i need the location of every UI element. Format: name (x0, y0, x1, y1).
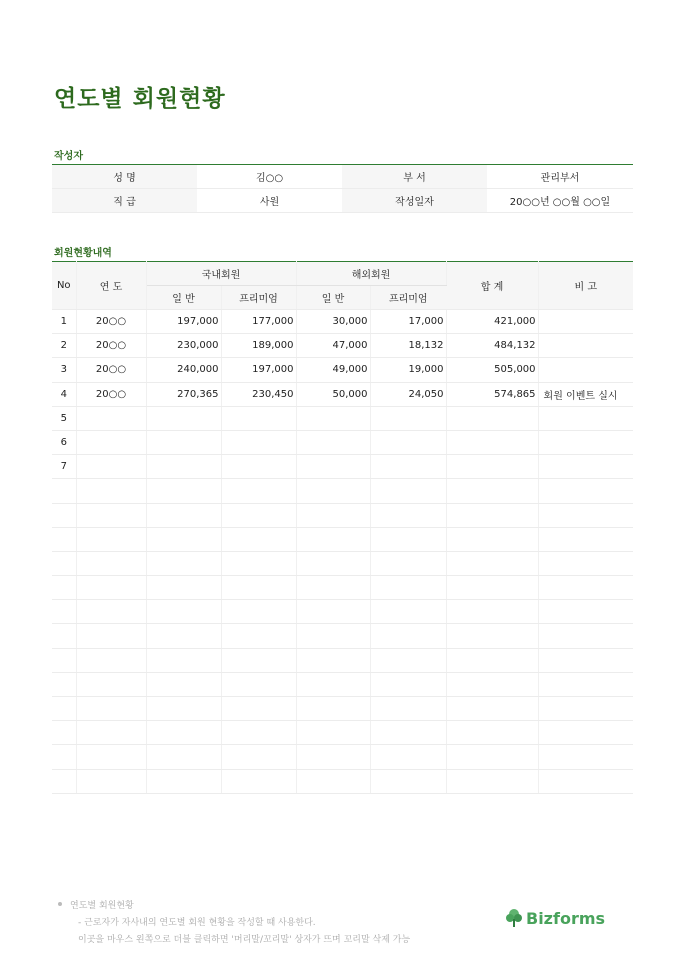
cell-dom-general[interactable] (146, 648, 221, 672)
bullet-icon (58, 902, 62, 906)
cell-no[interactable]: 7 (52, 455, 76, 479)
cell-ovs-premium[interactable] (370, 624, 446, 648)
cell-dom-premium[interactable] (221, 697, 296, 721)
cell-total[interactable]: 505,000 (446, 358, 538, 382)
cell-year[interactable] (76, 769, 146, 793)
cell-year[interactable]: 20○○ (76, 382, 146, 406)
table-row (52, 624, 633, 648)
cell-no[interactable] (52, 479, 76, 503)
footer-title: 연도별 회원현황 (70, 901, 134, 911)
cell-note[interactable] (538, 721, 633, 745)
cell-no[interactable] (52, 576, 76, 600)
author-row (52, 165, 633, 189)
cell-total[interactable] (446, 624, 538, 648)
cell-note[interactable] (538, 769, 633, 793)
footer-notes (58, 898, 410, 949)
cell-year[interactable]: 20○○ (76, 310, 146, 334)
cell-no[interactable]: 6 (52, 430, 76, 454)
cell-ovs-general[interactable] (296, 455, 370, 479)
cell-no[interactable] (52, 551, 76, 575)
cell-dom-premium[interactable] (221, 527, 296, 551)
table-row (52, 358, 633, 382)
cell-ovs-general[interactable] (296, 624, 370, 648)
cell-dom-premium[interactable]: 177,000 (221, 310, 296, 334)
cell-note[interactable]: 회원 이벤트 실시 (538, 382, 633, 406)
author-row (52, 189, 633, 213)
cell-total[interactable] (446, 527, 538, 551)
cell-no[interactable] (52, 769, 76, 793)
header-domestic: 국내회원 (146, 262, 296, 286)
cell-year[interactable] (76, 576, 146, 600)
table-row (52, 576, 633, 600)
cell-dom-general[interactable]: 197,000 (146, 310, 221, 334)
cell-ovs-premium[interactable]: 17,000 (370, 310, 446, 334)
cell-no[interactable] (52, 697, 76, 721)
cell-dom-premium[interactable] (221, 624, 296, 648)
cell-note[interactable] (538, 697, 633, 721)
cell-ovs-premium[interactable]: 18,132 (370, 334, 446, 358)
cell-year[interactable] (76, 721, 146, 745)
cell-year[interactable] (76, 600, 146, 624)
cell-total[interactable] (446, 721, 538, 745)
cell-ovs-premium[interactable] (370, 430, 446, 454)
cell-note[interactable] (538, 672, 633, 696)
cell-total[interactable]: 574,865 (446, 382, 538, 406)
label-name: 성 명 (52, 165, 197, 189)
cell-dom-general[interactable]: 270,365 (146, 382, 221, 406)
cell-note[interactable] (538, 310, 633, 334)
value-name[interactable]: 김○○ (197, 165, 342, 189)
footer-line-1: - 근로자가 자사내의 연도별 회원 현황을 작성할 때 사용한다. (78, 918, 316, 928)
cell-dom-general[interactable] (146, 672, 221, 696)
cell-no[interactable] (52, 600, 76, 624)
table-row (52, 672, 633, 696)
cell-ovs-general[interactable] (296, 697, 370, 721)
cell-note[interactable] (538, 503, 633, 527)
header-note: 비 고 (538, 262, 633, 310)
cell-total[interactable] (446, 551, 538, 575)
cell-total[interactable]: 421,000 (446, 310, 538, 334)
cell-dom-general[interactable] (146, 455, 221, 479)
table-row (52, 721, 633, 745)
cell-dom-general[interactable]: 240,000 (146, 358, 221, 382)
cell-ovs-premium[interactable] (370, 697, 446, 721)
table-row (52, 745, 633, 769)
cell-ovs-general[interactable] (296, 721, 370, 745)
header-year: 연 도 (76, 262, 146, 310)
label-department: 부 서 (342, 165, 487, 189)
cell-dom-general[interactable] (146, 624, 221, 648)
cell-ovs-premium[interactable] (370, 745, 446, 769)
cell-no[interactable] (52, 648, 76, 672)
table-row (52, 551, 633, 575)
cell-total[interactable] (446, 769, 538, 793)
cell-no[interactable]: 5 (52, 406, 76, 430)
cell-no[interactable] (52, 624, 76, 648)
bizforms-logo (505, 908, 605, 928)
cell-dom-premium[interactable] (221, 406, 296, 430)
table-row (52, 479, 633, 503)
header-total: 합 계 (446, 262, 538, 310)
cell-year[interactable] (76, 406, 146, 430)
cell-dom-general[interactable] (146, 479, 221, 503)
cell-dom-general[interactable] (146, 527, 221, 551)
cell-dom-general[interactable] (146, 600, 221, 624)
cell-ovs-general[interactable]: 50,000 (296, 382, 370, 406)
header-dom-premium: 프리미엄 (221, 286, 296, 310)
cell-total[interactable] (446, 600, 538, 624)
cell-ovs-general[interactable] (296, 648, 370, 672)
cell-no[interactable] (52, 672, 76, 696)
cell-ovs-general[interactable] (296, 430, 370, 454)
cell-note[interactable] (538, 648, 633, 672)
cell-dom-premium[interactable] (221, 430, 296, 454)
cell-ovs-general[interactable] (296, 527, 370, 551)
cell-year[interactable] (76, 648, 146, 672)
cell-note[interactable] (538, 430, 633, 454)
cell-year[interactable] (76, 527, 146, 551)
table-row (52, 382, 633, 406)
cell-ovs-general[interactable] (296, 745, 370, 769)
table-row (52, 503, 633, 527)
header-ovs-general: 일 반 (296, 286, 370, 310)
cell-total[interactable] (446, 406, 538, 430)
header-overseas: 해외회원 (296, 262, 446, 286)
cell-dom-premium[interactable] (221, 648, 296, 672)
cell-total[interactable] (446, 430, 538, 454)
table-row (52, 648, 633, 672)
cell-year[interactable] (76, 551, 146, 575)
cell-dom-premium[interactable]: 197,000 (221, 358, 296, 382)
cell-note[interactable] (538, 455, 633, 479)
cell-year[interactable] (76, 745, 146, 769)
cell-ovs-premium[interactable] (370, 527, 446, 551)
cell-ovs-premium[interactable] (370, 503, 446, 527)
cell-no[interactable]: 3 (52, 358, 76, 382)
cell-total[interactable] (446, 455, 538, 479)
cell-ovs-premium[interactable]: 24,050 (370, 382, 446, 406)
cell-no[interactable]: 4 (52, 382, 76, 406)
cell-note[interactable] (538, 406, 633, 430)
cell-year[interactable] (76, 455, 146, 479)
cell-ovs-premium[interactable] (370, 648, 446, 672)
cell-dom-premium[interactable]: 189,000 (221, 334, 296, 358)
cell-total[interactable] (446, 648, 538, 672)
cell-note[interactable] (538, 527, 633, 551)
cell-ovs-general[interactable]: 30,000 (296, 310, 370, 334)
cell-note[interactable] (538, 479, 633, 503)
author-section-label: 작성자 (54, 151, 83, 162)
header-dom-general: 일 반 (146, 286, 221, 310)
table-row (52, 310, 633, 334)
member-table-body (52, 310, 633, 794)
cell-dom-premium[interactable] (221, 721, 296, 745)
header-no: No (52, 262, 76, 310)
cell-dom-general[interactable]: 230,000 (146, 334, 221, 358)
cell-no[interactable] (52, 745, 76, 769)
cell-dom-general[interactable] (146, 745, 221, 769)
cell-total[interactable]: 484,132 (446, 334, 538, 358)
cell-ovs-general[interactable] (296, 672, 370, 696)
cell-ovs-premium[interactable] (370, 479, 446, 503)
cell-dom-premium[interactable] (221, 503, 296, 527)
cell-dom-premium[interactable] (221, 551, 296, 575)
value-position[interactable]: 사원 (197, 189, 342, 213)
table-row (52, 600, 633, 624)
cell-ovs-premium[interactable] (370, 769, 446, 793)
cell-dom-premium[interactable] (221, 576, 296, 600)
logo-text: Bizforms (526, 908, 606, 928)
cell-dom-general[interactable] (146, 721, 221, 745)
cell-dom-premium[interactable]: 230,450 (221, 382, 296, 406)
cell-no[interactable] (52, 527, 76, 551)
cell-note[interactable] (538, 551, 633, 575)
cell-ovs-premium[interactable] (370, 455, 446, 479)
cell-no[interactable] (52, 503, 76, 527)
cell-ovs-premium[interactable] (370, 576, 446, 600)
cell-dom-premium[interactable] (221, 769, 296, 793)
cell-ovs-premium[interactable] (370, 551, 446, 575)
cell-note[interactable] (538, 600, 633, 624)
cell-note[interactable] (538, 358, 633, 382)
tree-icon (505, 908, 523, 928)
cell-no[interactable]: 2 (52, 334, 76, 358)
cell-dom-general[interactable] (146, 769, 221, 793)
member-section-label: 회원현황내역 (54, 248, 112, 259)
cell-dom-general[interactable] (146, 551, 221, 575)
cell-note[interactable] (538, 745, 633, 769)
cell-year[interactable] (76, 479, 146, 503)
cell-note[interactable] (538, 576, 633, 600)
cell-dom-premium[interactable] (221, 455, 296, 479)
table-row (52, 527, 633, 551)
cell-total[interactable] (446, 479, 538, 503)
cell-year[interactable] (76, 697, 146, 721)
label-position: 직 급 (52, 189, 197, 213)
label-date: 작성일자 (342, 189, 487, 213)
cell-ovs-general[interactable] (296, 600, 370, 624)
value-department[interactable]: 관리부서 (487, 165, 633, 189)
cell-ovs-general[interactable] (296, 576, 370, 600)
cell-year[interactable]: 20○○ (76, 358, 146, 382)
cell-note[interactable] (538, 334, 633, 358)
cell-dom-general[interactable] (146, 576, 221, 600)
cell-dom-premium[interactable] (221, 479, 296, 503)
cell-dom-general[interactable] (146, 503, 221, 527)
cell-year[interactable] (76, 672, 146, 696)
table-row (52, 334, 633, 358)
cell-dom-general[interactable] (146, 697, 221, 721)
cell-dom-premium[interactable] (221, 600, 296, 624)
cell-year[interactable] (76, 430, 146, 454)
cell-ovs-general[interactable] (296, 769, 370, 793)
cell-year[interactable] (76, 503, 146, 527)
cell-year[interactable] (76, 624, 146, 648)
cell-dom-premium[interactable] (221, 745, 296, 769)
cell-total[interactable] (446, 576, 538, 600)
cell-dom-premium[interactable] (221, 672, 296, 696)
member-table (52, 261, 633, 794)
cell-dom-general[interactable] (146, 406, 221, 430)
table-row (52, 455, 633, 479)
cell-total[interactable] (446, 697, 538, 721)
cell-total[interactable] (446, 503, 538, 527)
cell-note[interactable] (538, 624, 633, 648)
value-date[interactable]: 20○○년 ○○월 ○○일 (487, 189, 633, 213)
footer-line-2: 이곳을 마우스 왼쪽으로 더블 클릭하면 '머리말/꼬리말' 상자가 뜨며 꼬리말 삭제 가능 (78, 935, 411, 945)
cell-ovs-general[interactable]: 49,000 (296, 358, 370, 382)
cell-ovs-premium[interactable] (370, 672, 446, 696)
cell-ovs-general[interactable] (296, 479, 370, 503)
cell-total[interactable] (446, 672, 538, 696)
cell-ovs-general[interactable] (296, 503, 370, 527)
cell-ovs-premium[interactable]: 19,000 (370, 358, 446, 382)
cell-ovs-general[interactable]: 47,000 (296, 334, 370, 358)
header-row (52, 262, 633, 286)
cell-year[interactable]: 20○○ (76, 334, 146, 358)
cell-ovs-premium[interactable] (370, 721, 446, 745)
table-row (52, 430, 633, 454)
table-row (52, 769, 633, 793)
cell-dom-general[interactable] (146, 430, 221, 454)
cell-no[interactable] (52, 721, 76, 745)
cell-ovs-premium[interactable] (370, 406, 446, 430)
author-table (52, 164, 633, 213)
header-ovs-premium: 프리미엄 (370, 286, 446, 310)
cell-ovs-general[interactable] (296, 406, 370, 430)
table-row (52, 406, 633, 430)
cell-ovs-premium[interactable] (370, 600, 446, 624)
table-row (52, 697, 633, 721)
cell-ovs-general[interactable] (296, 551, 370, 575)
cell-total[interactable] (446, 745, 538, 769)
page-title: 연도별 회원현황 (54, 86, 226, 112)
cell-no[interactable]: 1 (52, 310, 76, 334)
